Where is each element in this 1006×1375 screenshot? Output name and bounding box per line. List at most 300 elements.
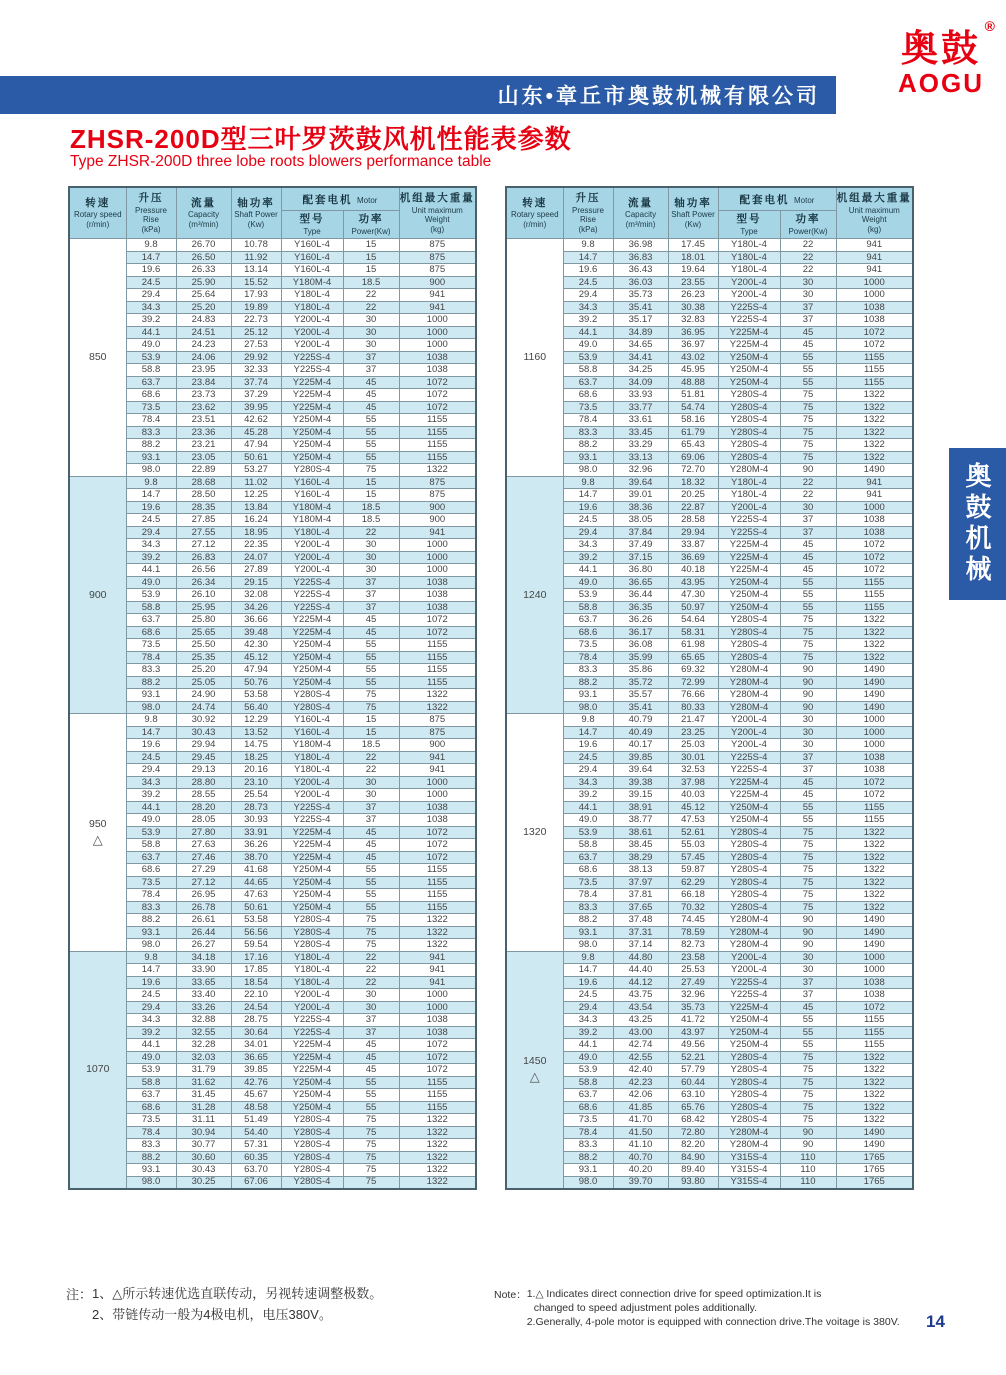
cell-weight: 1155 xyxy=(399,876,476,889)
cell-weight: 1038 xyxy=(836,514,913,527)
table-row xyxy=(506,1076,913,1089)
cell-weight: 900 xyxy=(399,514,476,527)
cell-shaft-power: 27.89 xyxy=(231,564,281,577)
cell-pressure-rise: 83.3 xyxy=(563,1139,613,1152)
table-row xyxy=(69,701,476,714)
cell-shaft-power: 50.61 xyxy=(231,451,281,464)
cell-weight: 1322 xyxy=(399,1176,476,1189)
cell-shaft-power: 17.16 xyxy=(231,951,281,964)
cell-shaft-power: 80.33 xyxy=(668,701,718,714)
col-header-motor-type: 型号 Type xyxy=(281,211,343,239)
cell-motor-type: Y225M-4 xyxy=(718,776,780,789)
cell-capacity: 41.70 xyxy=(613,1114,668,1127)
cell-weight: 1000 xyxy=(399,564,476,577)
cell-capacity: 28.55 xyxy=(176,789,231,802)
cell-weight: 1000 xyxy=(399,776,476,789)
cell-capacity: 37.49 xyxy=(613,539,668,552)
cell-motor-type: Y250M-4 xyxy=(281,664,343,677)
cell-motor-power: 55 xyxy=(780,364,836,377)
cell-shaft-power: 66.18 xyxy=(668,889,718,902)
cell-shaft-power: 18.32 xyxy=(668,476,718,489)
cell-motor-type: Y250M-4 xyxy=(718,589,780,602)
table-row xyxy=(506,339,913,352)
note-en-line1: 1.△ Indicates direct connection drive for speed optimization.It is xyxy=(526,1288,822,1300)
table-row xyxy=(506,251,913,264)
cell-motor-power: 30 xyxy=(343,564,399,577)
cell-capacity: 43.75 xyxy=(613,989,668,1002)
table-row xyxy=(69,1014,476,1027)
speed-group-950 xyxy=(69,714,476,952)
col-header-weight: 机组最大重量 Unit maximum Weight (kg) xyxy=(836,187,913,239)
cell-capacity: 34.09 xyxy=(613,376,668,389)
cell-weight: 1322 xyxy=(399,1151,476,1164)
cell-motor-type: Y180L-4 xyxy=(281,301,343,314)
cell-motor-type: Y180L-4 xyxy=(281,751,343,764)
cell-motor-type: Y180M-4 xyxy=(281,501,343,514)
table-row xyxy=(506,389,913,402)
cell-motor-power: 22 xyxy=(343,289,399,302)
cell-capacity: 41.85 xyxy=(613,1101,668,1114)
cell-motor-power: 30 xyxy=(780,726,836,739)
cell-motor-power: 75 xyxy=(780,901,836,914)
logo-en-text: AOGU xyxy=(898,67,984,98)
cell-shaft-power: 19.64 xyxy=(668,264,718,277)
cell-pressure-rise: 78.4 xyxy=(563,651,613,664)
cell-shaft-power: 55.03 xyxy=(668,839,718,852)
cell-motor-power: 45 xyxy=(343,1064,399,1077)
cell-pressure-rise: 14.7 xyxy=(563,251,613,264)
cell-motor-type: Y280S-4 xyxy=(718,389,780,402)
cell-weight: 1322 xyxy=(836,851,913,864)
cell-pressure-rise: 68.6 xyxy=(563,864,613,877)
cell-motor-power: 22 xyxy=(780,239,836,252)
cell-shaft-power: 57.79 xyxy=(668,1064,718,1077)
cell-motor-power: 15 xyxy=(343,714,399,727)
cell-motor-type: Y280M-4 xyxy=(718,1139,780,1152)
cell-motor-power: 37 xyxy=(343,601,399,614)
cell-motor-type: Y280M-4 xyxy=(718,939,780,952)
cell-weight: 941 xyxy=(399,764,476,777)
cell-capacity: 36.43 xyxy=(613,264,668,277)
cell-motor-power: 55 xyxy=(780,1014,836,1027)
cell-motor-power: 37 xyxy=(343,364,399,377)
cell-motor-type: Y315S-4 xyxy=(718,1176,780,1189)
table-row xyxy=(506,1139,913,1152)
cell-capacity: 32.03 xyxy=(176,1051,231,1064)
cell-weight: 1000 xyxy=(836,714,913,727)
cell-pressure-rise: 44.1 xyxy=(126,326,176,339)
col-header-motor: 配套电机 Motor xyxy=(718,187,836,211)
cell-shaft-power: 43.95 xyxy=(668,576,718,589)
table-row xyxy=(506,551,913,564)
table-row xyxy=(69,1051,476,1064)
col-header-motor-power: 功率 Power(Kw) xyxy=(343,211,399,239)
cell-shaft-power: 26.23 xyxy=(668,289,718,302)
cell-motor-power: 55 xyxy=(780,601,836,614)
cell-capacity: 35.73 xyxy=(613,289,668,302)
table-row xyxy=(69,476,476,489)
cell-shaft-power: 67.06 xyxy=(231,1176,281,1189)
cell-motor-power: 75 xyxy=(343,939,399,952)
cell-capacity: 31.79 xyxy=(176,1064,231,1077)
cell-motor-type: Y225S-4 xyxy=(281,364,343,377)
cell-capacity: 34.89 xyxy=(613,326,668,339)
cell-capacity: 33.90 xyxy=(176,964,231,977)
cell-weight: 1322 xyxy=(399,926,476,939)
cell-motor-type: Y280S-4 xyxy=(281,1126,343,1139)
cell-motor-power: 30 xyxy=(343,1001,399,1014)
cell-pressure-rise: 44.1 xyxy=(563,801,613,814)
cell-weight: 1072 xyxy=(399,1039,476,1052)
cell-capacity: 25.50 xyxy=(176,639,231,652)
cell-pressure-rise: 19.6 xyxy=(563,739,613,752)
cell-shaft-power: 59.54 xyxy=(231,939,281,952)
cell-motor-power: 30 xyxy=(343,326,399,339)
cell-pressure-rise: 29.4 xyxy=(563,526,613,539)
cell-motor-power: 90 xyxy=(780,664,836,677)
cell-capacity: 30.60 xyxy=(176,1151,231,1164)
cell-shaft-power: 60.35 xyxy=(231,1151,281,1164)
cell-shaft-power: 21.47 xyxy=(668,714,718,727)
cell-pressure-rise: 63.7 xyxy=(126,614,176,627)
table-row xyxy=(506,1051,913,1064)
cell-pressure-rise: 9.8 xyxy=(563,476,613,489)
cell-weight: 1490 xyxy=(836,664,913,677)
cell-motor-power: 75 xyxy=(780,651,836,664)
cell-capacity: 24.51 xyxy=(176,326,231,339)
table-row xyxy=(69,789,476,802)
cell-pressure-rise: 78.4 xyxy=(563,889,613,902)
cell-motor-power: 55 xyxy=(343,676,399,689)
cell-motor-type: Y225S-4 xyxy=(718,764,780,777)
cell-motor-power: 55 xyxy=(780,351,836,364)
cell-motor-type: Y225M-4 xyxy=(718,551,780,564)
cell-capacity: 28.80 xyxy=(176,776,231,789)
cell-motor-type: Y250M-4 xyxy=(718,1026,780,1039)
cell-motor-power: 45 xyxy=(343,389,399,402)
cell-motor-power: 75 xyxy=(780,639,836,652)
table-row xyxy=(69,1176,476,1189)
cell-shaft-power: 42.76 xyxy=(231,1076,281,1089)
cell-pressure-rise: 88.2 xyxy=(563,676,613,689)
cell-pressure-rise: 53.9 xyxy=(126,351,176,364)
cell-weight: 1322 xyxy=(399,701,476,714)
cell-shaft-power: 33.91 xyxy=(231,826,281,839)
cell-weight: 1322 xyxy=(836,876,913,889)
cell-motor-power: 37 xyxy=(343,814,399,827)
table-row xyxy=(69,1114,476,1127)
cell-pressure-rise: 53.9 xyxy=(126,589,176,602)
cell-motor-type: Y280M-4 xyxy=(718,926,780,939)
cell-shaft-power: 36.66 xyxy=(231,614,281,627)
cell-pressure-rise: 88.2 xyxy=(126,914,176,927)
cell-motor-type: Y280S-4 xyxy=(281,1151,343,1164)
cell-motor-power: 75 xyxy=(780,826,836,839)
cell-pressure-rise: 44.1 xyxy=(126,564,176,577)
cell-pressure-rise: 29.4 xyxy=(126,526,176,539)
cell-weight: 1155 xyxy=(836,814,913,827)
cell-weight: 1038 xyxy=(399,351,476,364)
note-en-line3: 2.Generally, 4-pole motor is equipped with connection drive.The voitage is 380V. xyxy=(526,1316,900,1329)
cell-capacity: 39.64 xyxy=(613,476,668,489)
table-row xyxy=(69,839,476,852)
cell-pressure-rise: 73.5 xyxy=(563,1114,613,1127)
cell-pressure-rise: 53.9 xyxy=(126,826,176,839)
cell-motor-type: Y250M-4 xyxy=(281,639,343,652)
cell-motor-power: 15 xyxy=(343,726,399,739)
cell-motor-power: 75 xyxy=(780,851,836,864)
cell-pressure-rise: 14.7 xyxy=(126,251,176,264)
cell-motor-type: Y250M-4 xyxy=(718,376,780,389)
cell-capacity: 43.25 xyxy=(613,1014,668,1027)
cell-motor-power: 22 xyxy=(780,251,836,264)
cell-capacity: 32.96 xyxy=(613,464,668,477)
cell-motor-type: Y280S-4 xyxy=(281,1139,343,1152)
cell-motor-type: Y180L-4 xyxy=(281,289,343,302)
cell-weight: 1155 xyxy=(836,364,913,377)
table-row xyxy=(69,1139,476,1152)
cell-motor-power: 15 xyxy=(343,251,399,264)
cell-capacity: 37.97 xyxy=(613,876,668,889)
cell-motor-power: 30 xyxy=(780,714,836,727)
cell-weight: 1000 xyxy=(836,739,913,752)
table-row xyxy=(69,1151,476,1164)
table-row xyxy=(69,1026,476,1039)
cell-shaft-power: 18.54 xyxy=(231,976,281,989)
cell-motor-power: 22 xyxy=(780,264,836,277)
cell-capacity: 36.80 xyxy=(613,564,668,577)
cell-motor-type: Y225M-4 xyxy=(281,851,343,864)
cell-pressure-rise: 73.5 xyxy=(126,1114,176,1127)
cell-shaft-power: 37.98 xyxy=(668,776,718,789)
table-header-row xyxy=(69,187,476,239)
cell-motor-power: 45 xyxy=(343,826,399,839)
cell-shaft-power: 44.65 xyxy=(231,876,281,889)
cell-motor-type: Y280S-4 xyxy=(718,401,780,414)
cell-weight: 1490 xyxy=(836,689,913,702)
cell-weight: 1490 xyxy=(836,939,913,952)
cell-motor-power: 22 xyxy=(343,751,399,764)
cell-motor-type: Y280S-4 xyxy=(718,414,780,427)
cell-capacity: 27.80 xyxy=(176,826,231,839)
cell-motor-power: 18.5 xyxy=(343,514,399,527)
cell-weight: 1322 xyxy=(399,689,476,702)
cell-motor-type: Y250M-4 xyxy=(281,1076,343,1089)
cell-pressure-rise: 34.3 xyxy=(563,1014,613,1027)
col-header-motor-type: 型号 Type xyxy=(718,211,780,239)
cell-capacity: 26.83 xyxy=(176,551,231,564)
cell-pressure-rise: 68.6 xyxy=(126,389,176,402)
cell-pressure-rise: 63.7 xyxy=(563,376,613,389)
cell-shaft-power: 15.52 xyxy=(231,276,281,289)
cell-motor-power: 55 xyxy=(343,639,399,652)
cell-motor-power: 55 xyxy=(343,1076,399,1089)
cell-motor-type: Y225M-4 xyxy=(281,1039,343,1052)
cell-weight: 1490 xyxy=(836,676,913,689)
table-row xyxy=(69,976,476,989)
cell-shaft-power: 65.76 xyxy=(668,1101,718,1114)
cell-motor-type: Y180L-4 xyxy=(281,526,343,539)
cell-weight: 1072 xyxy=(399,851,476,864)
cell-weight: 875 xyxy=(399,726,476,739)
cell-motor-type: Y280S-4 xyxy=(718,614,780,627)
cell-pressure-rise: 14.7 xyxy=(563,489,613,502)
cell-pressure-rise: 68.6 xyxy=(563,389,613,402)
cell-motor-type: Y280S-4 xyxy=(718,651,780,664)
table-row xyxy=(506,401,913,414)
cell-motor-type: Y280S-4 xyxy=(718,639,780,652)
col-header-shaft-power: 轴功率 Shaft Power (Kw) xyxy=(231,187,281,239)
table-row xyxy=(506,264,913,277)
cell-shaft-power: 39.48 xyxy=(231,626,281,639)
cell-motor-type: Y280S-4 xyxy=(718,451,780,464)
cell-weight: 1072 xyxy=(399,826,476,839)
cell-shaft-power: 82.20 xyxy=(668,1139,718,1152)
cell-motor-power: 15 xyxy=(343,476,399,489)
cell-motor-power: 30 xyxy=(780,951,836,964)
table-row xyxy=(69,239,476,252)
cell-shaft-power: 54.40 xyxy=(231,1126,281,1139)
table-row xyxy=(69,951,476,964)
cell-weight: 1490 xyxy=(836,1126,913,1139)
cell-motor-power: 37 xyxy=(343,589,399,602)
cell-pressure-rise: 44.1 xyxy=(126,801,176,814)
cell-pressure-rise: 39.2 xyxy=(126,314,176,327)
cell-motor-type: Y225S-4 xyxy=(718,514,780,527)
cell-capacity: 38.13 xyxy=(613,864,668,877)
table-row xyxy=(506,476,913,489)
cell-weight: 941 xyxy=(399,526,476,539)
cell-capacity: 39.64 xyxy=(613,764,668,777)
cell-capacity: 25.90 xyxy=(176,276,231,289)
cell-capacity: 42.74 xyxy=(613,1039,668,1052)
cell-weight: 1038 xyxy=(836,526,913,539)
cell-shaft-power: 17.45 xyxy=(668,239,718,252)
cell-pressure-rise: 78.4 xyxy=(563,414,613,427)
table-row xyxy=(69,551,476,564)
cell-capacity: 35.41 xyxy=(613,701,668,714)
cell-motor-type: Y250M-4 xyxy=(281,901,343,914)
cell-motor-power: 55 xyxy=(780,1039,836,1052)
cell-motor-power: 30 xyxy=(780,289,836,302)
cell-weight: 1155 xyxy=(399,639,476,652)
table-row xyxy=(506,626,913,639)
cell-motor-power: 75 xyxy=(343,1176,399,1189)
cell-pressure-rise: 93.1 xyxy=(126,926,176,939)
cell-weight: 875 xyxy=(399,714,476,727)
cell-weight: 1155 xyxy=(836,576,913,589)
cell-motor-type: Y250M-4 xyxy=(718,814,780,827)
cell-pressure-rise: 93.1 xyxy=(563,689,613,702)
cell-shaft-power: 25.03 xyxy=(668,739,718,752)
cell-capacity: 37.31 xyxy=(613,926,668,939)
cell-weight: 1155 xyxy=(399,664,476,677)
cell-motor-type: Y280S-4 xyxy=(718,889,780,902)
cell-capacity: 26.61 xyxy=(176,914,231,927)
cell-motor-power: 75 xyxy=(780,864,836,877)
cell-capacity: 26.10 xyxy=(176,589,231,602)
cell-capacity: 30.92 xyxy=(176,714,231,727)
table-row xyxy=(69,1126,476,1139)
cell-weight: 1038 xyxy=(836,301,913,314)
note-chinese xyxy=(66,1284,382,1326)
cell-capacity: 33.26 xyxy=(176,1001,231,1014)
cell-capacity: 27.63 xyxy=(176,839,231,852)
note-en-line2: changed to speed adjustment poles additionally. xyxy=(533,1302,758,1315)
cell-pressure-rise: 29.4 xyxy=(126,1001,176,1014)
cell-motor-power: 75 xyxy=(780,839,836,852)
table-row xyxy=(506,414,913,427)
cell-motor-power: 45 xyxy=(780,789,836,802)
cell-capacity: 36.08 xyxy=(613,639,668,652)
cell-shaft-power: 54.74 xyxy=(668,401,718,414)
cell-motor-power: 90 xyxy=(780,1139,836,1152)
cell-capacity: 40.20 xyxy=(613,1164,668,1177)
cell-motor-type: Y200L-4 xyxy=(718,726,780,739)
cell-shaft-power: 32.08 xyxy=(231,589,281,602)
cell-shaft-power: 53.58 xyxy=(231,914,281,927)
table-row xyxy=(69,989,476,1002)
cell-motor-power: 18.5 xyxy=(343,739,399,752)
cell-motor-type: Y200L-4 xyxy=(281,989,343,1002)
table-row xyxy=(69,526,476,539)
company-banner xyxy=(0,76,836,114)
cell-weight: 1072 xyxy=(399,389,476,402)
cell-pressure-rise: 29.4 xyxy=(563,764,613,777)
cell-motor-type: Y225S-4 xyxy=(281,589,343,602)
note-english xyxy=(494,1287,900,1330)
cell-motor-power: 55 xyxy=(343,864,399,877)
cell-shaft-power: 23.55 xyxy=(668,276,718,289)
cell-motor-type: Y180L-4 xyxy=(718,489,780,502)
cell-shaft-power: 69.32 xyxy=(668,664,718,677)
cell-motor-type: Y280S-4 xyxy=(718,1114,780,1127)
cell-motor-power: 45 xyxy=(343,614,399,627)
cell-motor-power: 55 xyxy=(343,451,399,464)
table-row xyxy=(506,689,913,702)
cell-capacity: 39.85 xyxy=(613,751,668,764)
cell-capacity: 35.57 xyxy=(613,689,668,702)
cell-shaft-power: 18.25 xyxy=(231,751,281,764)
cell-motor-power: 55 xyxy=(343,1101,399,1114)
table-row xyxy=(69,901,476,914)
cell-capacity: 36.44 xyxy=(613,589,668,602)
cell-motor-power: 75 xyxy=(780,451,836,464)
cell-weight: 1000 xyxy=(399,789,476,802)
cell-motor-type: Y250M-4 xyxy=(718,1014,780,1027)
cell-motor-type: Y280S-4 xyxy=(281,701,343,714)
cell-pressure-rise: 73.5 xyxy=(563,639,613,652)
cell-motor-power: 55 xyxy=(780,576,836,589)
cell-capacity: 27.55 xyxy=(176,526,231,539)
cell-pressure-rise: 24.5 xyxy=(126,751,176,764)
cell-motor-power: 75 xyxy=(780,389,836,402)
cell-motor-power: 55 xyxy=(343,414,399,427)
cell-pressure-rise: 39.2 xyxy=(563,314,613,327)
cell-motor-type: Y180M-4 xyxy=(281,739,343,752)
cell-capacity: 44.12 xyxy=(613,976,668,989)
table-row xyxy=(506,464,913,477)
cell-pressure-rise: 34.3 xyxy=(126,539,176,552)
cell-motor-type: Y200L-4 xyxy=(281,314,343,327)
cell-motor-power: 90 xyxy=(780,914,836,927)
cell-shaft-power: 32.33 xyxy=(231,364,281,377)
cell-shaft-power: 39.85 xyxy=(231,1064,281,1077)
cell-shaft-power: 12.29 xyxy=(231,714,281,727)
cell-shaft-power: 48.88 xyxy=(668,376,718,389)
table-row xyxy=(69,289,476,302)
cell-motor-type: Y250M-4 xyxy=(718,601,780,614)
